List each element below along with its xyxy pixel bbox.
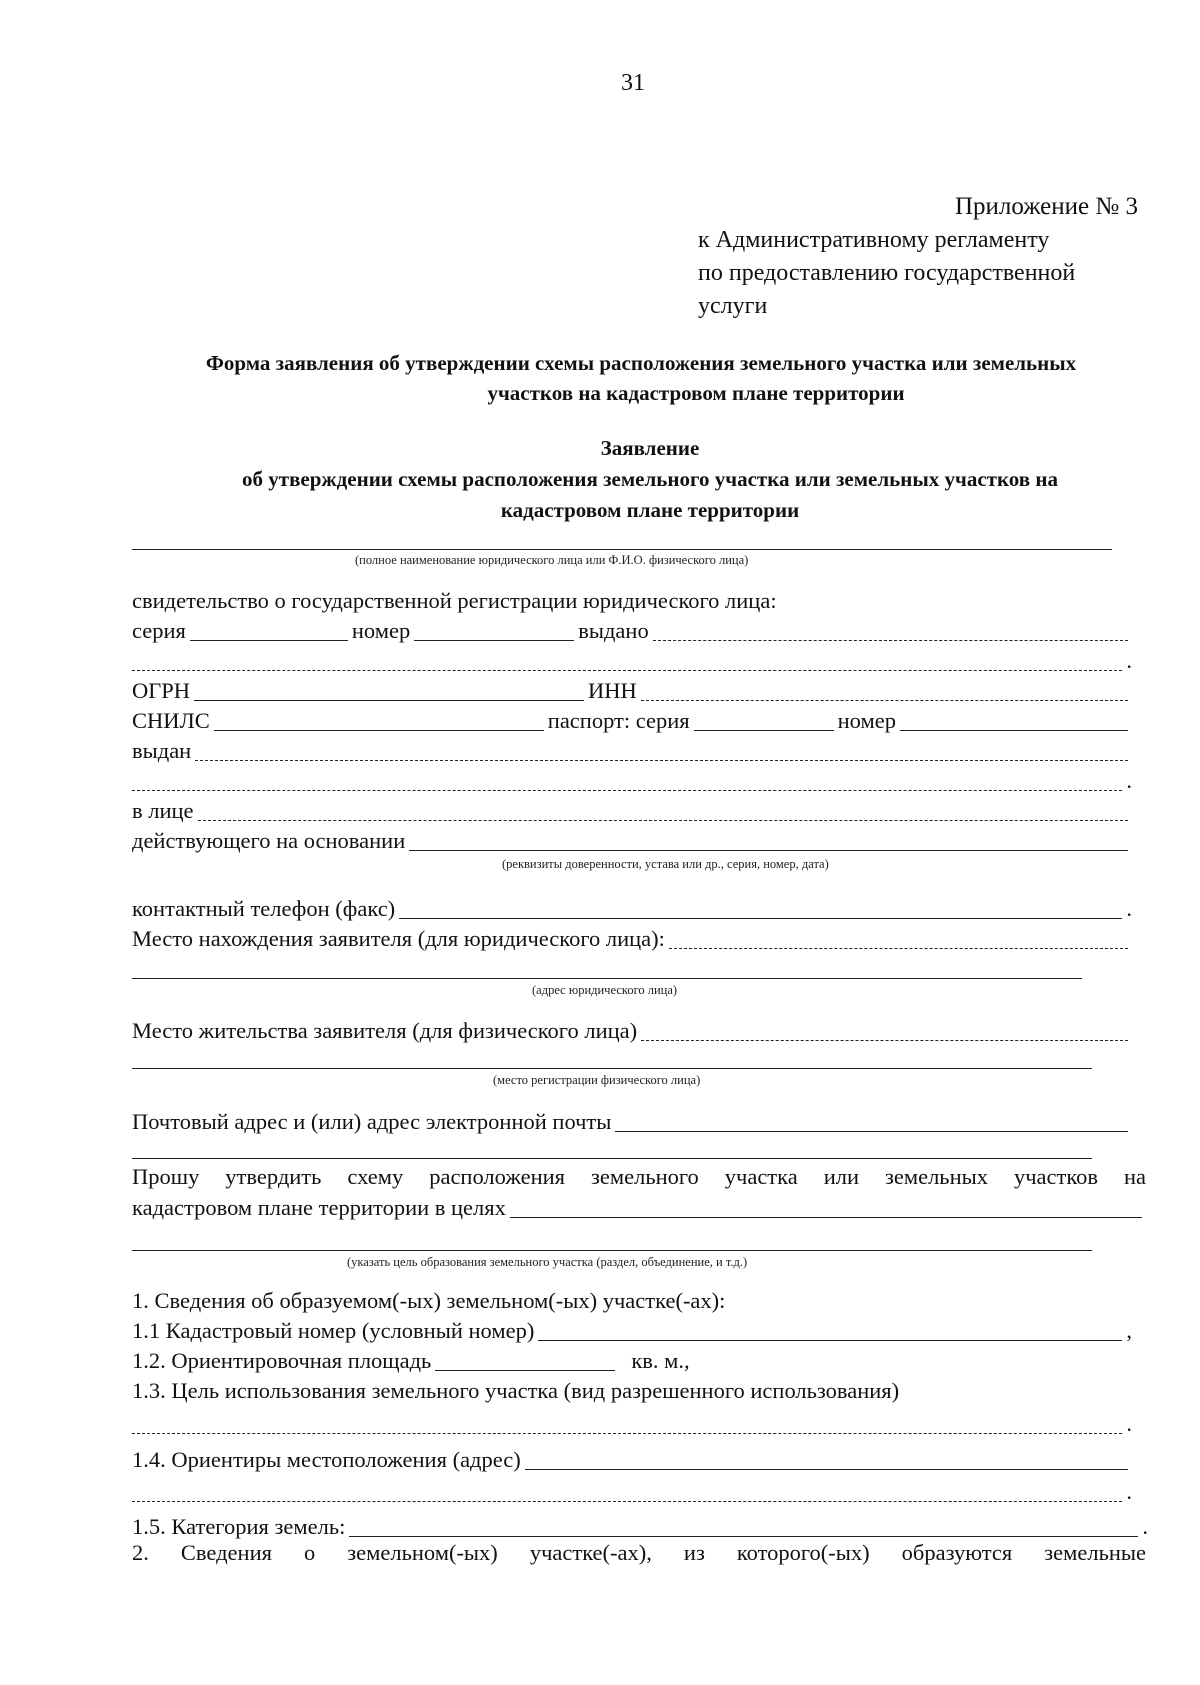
postal-label: Почтовый адрес и (или) адрес электронной почты: [132, 1109, 612, 1134]
request-line-2: кадастровом плане территории в целях: [132, 1195, 506, 1220]
statement-line-1: об утверждении схемы расположения земельного участка или земельных участков на: [242, 467, 1058, 491]
land-use-purpose-field-row: .: [132, 1410, 1132, 1438]
issued-by-field[interactable]: [195, 740, 1128, 761]
cadastral-number-row: 1.1 Кадастровый номер (условный номер) ,: [132, 1318, 1132, 1343]
passport-number-field[interactable]: [900, 710, 1128, 731]
snils-passport-row: [132, 707, 1132, 735]
request-row: [132, 1194, 1146, 1222]
legal-location-field[interactable]: [669, 928, 1128, 949]
caption-residence: (место регистрации физического лица): [493, 1073, 701, 1087]
residence-address-line[interactable]: [132, 1068, 1092, 1069]
area-label: 1.2. Ориентировочная площадь: [132, 1348, 432, 1373]
series-label: серия: [132, 618, 186, 643]
issued-label: выдано: [578, 618, 649, 643]
registration-certificate-label: свидетельство о государственной регистрации юридического лица:: [132, 588, 777, 613]
land-category-row: 1.5. Категория земель: .: [132, 1514, 1148, 1539]
legal-location-row: [132, 925, 1132, 953]
caption-legal-address: (адрес юридического лица): [532, 983, 678, 997]
certificate-row: [132, 617, 1132, 645]
postal-continuation-line[interactable]: [132, 1158, 1092, 1159]
inn-label: ИНН: [588, 678, 637, 703]
residence-label: Место жительства заявителя (для физического лица): [132, 1018, 638, 1043]
land-use-purpose-field[interactable]: [132, 1413, 1122, 1434]
caption-purpose: (указать цель образования земельного участка (раздел, объединение, и т.д.): [347, 1255, 748, 1269]
ogrn-label: ОГРН: [132, 678, 191, 703]
annex-block: [698, 190, 1138, 223]
location-continuation-field[interactable]: [132, 1481, 1122, 1502]
applicant-name-line[interactable]: [132, 549, 1112, 550]
form-title: [138, 348, 1144, 408]
page-number: 31: [621, 70, 645, 96]
request-line-1: Прошу утвердить схему расположения земельного участка или земельных участков на: [132, 1164, 1146, 1189]
legal-address-line[interactable]: [132, 978, 1082, 979]
inn-field[interactable]: [641, 680, 1128, 701]
passport-series-label: паспорт: серия: [547, 708, 690, 733]
location-row: [132, 1446, 1132, 1474]
acting-basis-row: [132, 827, 1132, 855]
in-person-label: в лице: [132, 798, 194, 823]
phone-field[interactable]: [399, 898, 1122, 919]
passport-number-label: номер: [837, 708, 896, 733]
issued-by-continuation-row: .: [132, 767, 1132, 795]
issued-continuation-row: .: [132, 647, 1132, 675]
form-title-line-2: участков на кадастровом плане территории: [487, 381, 905, 405]
issued-by-label: выдан: [132, 738, 192, 763]
legal-location-label: Место нахождения заявителя (для юридического лица):: [132, 926, 665, 951]
postal-field[interactable]: [615, 1111, 1128, 1132]
caption-basis: (реквизиты доверенности, устава или др., серия, номер, дата): [502, 857, 829, 871]
snils-field[interactable]: [214, 710, 544, 731]
annex-line-2: по предоставлению государственной: [698, 260, 1076, 286]
location-continuation-row: .: [132, 1478, 1132, 1506]
form-title-line-1: Форма заявления об утверждении схемы расположения земельного участка или земельных: [205, 351, 1077, 375]
cadastral-number-label: 1.1 Кадастровый номер (условный номер): [132, 1318, 535, 1343]
land-category-label: 1.5. Категория земель:: [132, 1514, 346, 1539]
annex-line-3: услуги: [698, 293, 768, 319]
in-person-row: [132, 797, 1132, 825]
statement-line-2: кадастровом плане территории: [500, 498, 800, 522]
area-row: [132, 1347, 1132, 1375]
cadastral-number-field[interactable]: [538, 1320, 1122, 1341]
ogrn-field[interactable]: [194, 680, 584, 701]
phone-label: контактный телефон (факс): [132, 896, 396, 921]
snils-label: СНИЛС: [132, 708, 210, 733]
series-field[interactable]: [190, 620, 348, 641]
acting-basis-field[interactable]: [409, 830, 1128, 851]
number-label: номер: [351, 618, 411, 643]
section-2-title: 2. Сведения о земельном(-ых) участке(-ах), из которого(-ых) образуются земельные: [132, 1540, 1146, 1565]
statement-heading: Заявление: [600, 436, 700, 460]
caption-applicant-name: (полное наименование юридического лица или Ф.И.О. физического лица): [355, 553, 749, 567]
residence-field[interactable]: [641, 1020, 1128, 1041]
section-1-title: 1. Сведения об образуемом(-ых) земельном(-ых) участке(-ах):: [132, 1288, 726, 1313]
issued-field[interactable]: [653, 620, 1128, 641]
phone-row: контактный телефон (факс) .: [132, 896, 1132, 921]
area-field[interactable]: [435, 1350, 615, 1371]
issued-by-continuation-field[interactable]: [132, 770, 1122, 791]
acting-basis-label: действующего на основании: [132, 828, 406, 853]
purpose-continuation-line[interactable]: [132, 1250, 1092, 1251]
land-category-field[interactable]: [349, 1516, 1138, 1537]
in-person-field[interactable]: [198, 800, 1128, 821]
postal-row: [132, 1108, 1132, 1136]
issued-continuation-field[interactable]: [132, 650, 1122, 671]
location-label: 1.4. Ориентиры местоположения (адрес): [132, 1447, 521, 1472]
ogrn-inn-row: [132, 677, 1132, 705]
annex-title: Приложение № 3: [954, 193, 1138, 220]
number-field[interactable]: [414, 620, 574, 641]
purpose-field[interactable]: [510, 1197, 1142, 1218]
residence-row: [132, 1017, 1132, 1045]
annex-line-1: к Административному регламенту: [698, 227, 1050, 253]
location-field[interactable]: [525, 1449, 1128, 1470]
statement-heading-block: [160, 433, 1140, 526]
passport-series-field[interactable]: [694, 710, 834, 731]
area-unit: кв. м.,: [631, 1348, 690, 1373]
land-use-purpose-row: 1.3. Цель использования земельного участка (вид разрешенного использования): [132, 1378, 900, 1403]
issued-by-row: [132, 737, 1132, 765]
